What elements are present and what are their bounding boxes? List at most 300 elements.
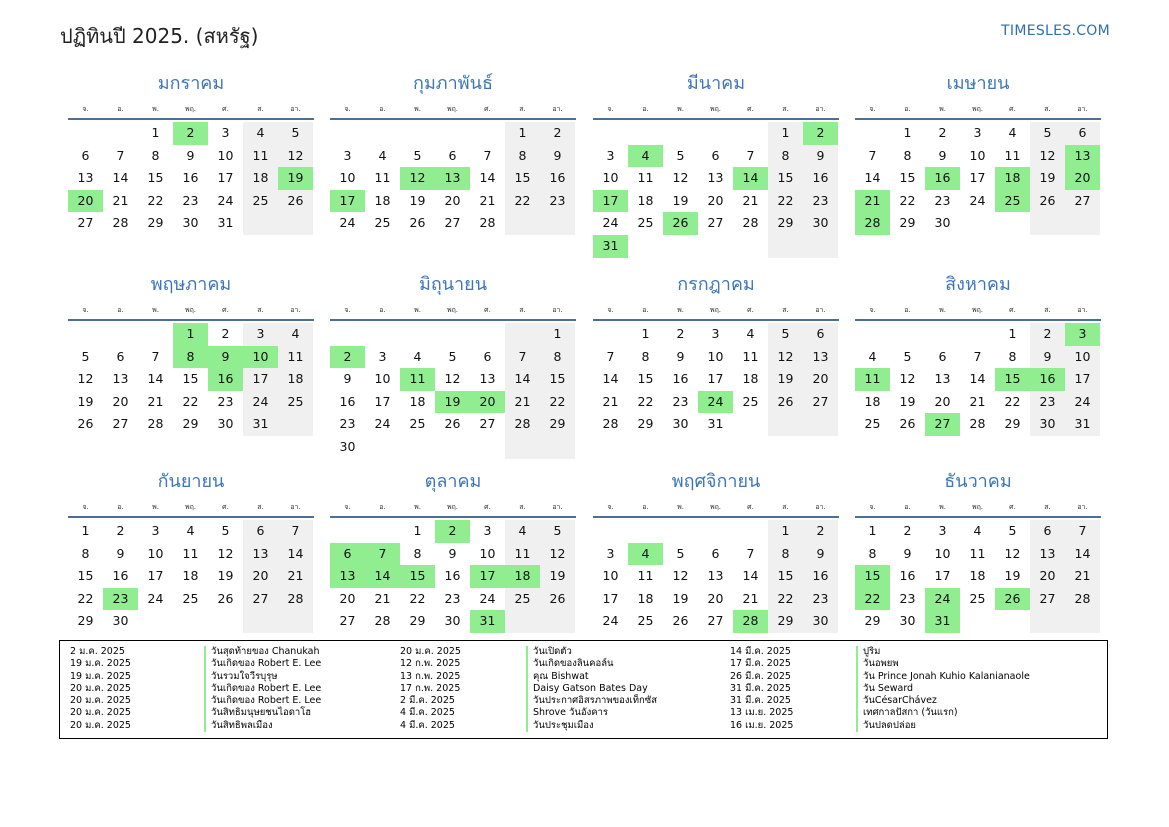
day-cell: 15 xyxy=(147,170,164,186)
weekday-label: ส. xyxy=(782,306,789,314)
legend-holiday-name: วันอพยพ xyxy=(856,658,1030,670)
holiday-day-cell: 18 xyxy=(505,565,540,588)
day-cell: 24 xyxy=(147,590,164,606)
day-cell: 26 xyxy=(444,416,461,432)
weekday-label: อ. xyxy=(904,105,911,113)
day-cell: 8 xyxy=(768,543,803,566)
day-cell: 27 xyxy=(479,416,496,432)
day-cell: 29 xyxy=(768,212,803,235)
day-cell: 12 xyxy=(217,545,234,561)
holiday-day-cell: 20 xyxy=(470,391,505,414)
day-cell: 21 xyxy=(505,391,540,414)
day-cell: 17 xyxy=(707,371,724,387)
empty-cell xyxy=(768,235,803,258)
day-cell: 6 xyxy=(711,545,720,561)
day-cell: 29 xyxy=(864,613,881,629)
holiday-day-cell: 4 xyxy=(628,543,663,566)
day-cell: 18 xyxy=(278,368,313,391)
weekday-label: จ. xyxy=(82,105,89,113)
empty-cell xyxy=(435,323,470,346)
legend-holiday-name: วันรวมใจวีรบุรุษ xyxy=(204,671,321,683)
day-cell: 6 xyxy=(938,348,947,364)
day-cell: 25 xyxy=(505,588,540,611)
day-cell: 4 xyxy=(505,520,540,543)
empty-cell xyxy=(768,413,803,436)
empty-cell xyxy=(68,323,103,346)
day-cell: 15 xyxy=(637,371,654,387)
weekday-label: ศ. xyxy=(1009,105,1016,113)
day-cell: 25 xyxy=(243,190,278,213)
empty-cell xyxy=(470,122,505,145)
day-cell: 15 xyxy=(182,371,199,387)
day-cell: 24 xyxy=(602,613,619,629)
empty-cell xyxy=(1065,610,1100,633)
day-cell: 11 xyxy=(637,568,654,584)
weekday-label: ส. xyxy=(1044,306,1051,314)
day-cell: 8 xyxy=(151,147,160,163)
day-cell: 20 xyxy=(444,192,461,208)
legend-names-col-3 xyxy=(856,646,1030,732)
empty-cell xyxy=(278,413,313,436)
legend-names-col-1 xyxy=(204,646,321,732)
day-cell: 23 xyxy=(934,192,951,208)
weekday-header xyxy=(855,299,1101,321)
day-cell: 5 xyxy=(676,147,685,163)
empty-cell xyxy=(68,122,103,145)
weekday-label: พ. xyxy=(152,306,159,314)
weekday-label: พฤ. xyxy=(184,105,197,113)
day-cell: 3 xyxy=(221,125,230,140)
day-cell: 2 xyxy=(676,326,685,341)
month-name: มีนาคม xyxy=(686,73,746,94)
weekday-label: พ. xyxy=(939,105,946,113)
day-cell: 9 xyxy=(903,545,912,561)
month-name: กันยายน xyxy=(157,471,225,492)
day-cell: 29 xyxy=(77,613,94,629)
empty-cell xyxy=(1030,212,1065,235)
legend-date: 26 มี.ค. 2025 xyxy=(730,670,791,682)
day-cell: 13 xyxy=(77,170,94,186)
day-cell: 21 xyxy=(278,565,313,588)
day-cell: 16 xyxy=(803,565,838,588)
day-cell: 22 xyxy=(505,190,540,213)
weekday-label: ศ. xyxy=(1009,503,1016,511)
day-cell: 12 xyxy=(672,568,689,584)
legend-holiday-name: วันCésarChávez xyxy=(856,695,1030,707)
legend-dates-col-3 xyxy=(730,646,793,732)
legend-date: 4 มี.ค. 2025 xyxy=(400,719,455,731)
weekday-label: ศ. xyxy=(222,105,229,113)
month-calendar xyxy=(330,468,576,633)
day-cell: 3 xyxy=(378,348,387,364)
legend-holiday-name: เทศกาลปัสกา (วันแรก) xyxy=(856,707,1030,719)
day-cell: 29 xyxy=(637,416,654,432)
weekday-label: พฤ. xyxy=(184,306,197,314)
day-cell: 23 xyxy=(1030,391,1065,414)
day-cell: 6 xyxy=(803,323,838,346)
empty-cell xyxy=(1030,610,1065,633)
weekday-label: จ. xyxy=(607,105,614,113)
empty-cell xyxy=(593,323,628,346)
day-cell: 23 xyxy=(803,190,838,213)
day-cell: 26 xyxy=(278,190,313,213)
legend-names-col-2 xyxy=(526,646,657,732)
day-cell: 3 xyxy=(973,125,982,140)
day-cell: 30 xyxy=(899,613,916,629)
weekday-label: ส. xyxy=(257,503,264,511)
holiday-day-cell: 31 xyxy=(593,235,628,258)
weekday-label: อา. xyxy=(552,306,563,314)
day-cell: 26 xyxy=(540,588,575,611)
holiday-day-cell: 13 xyxy=(1065,145,1100,168)
day-cell: 24 xyxy=(243,391,278,414)
day-cell: 27 xyxy=(339,613,356,629)
day-cell: 11 xyxy=(278,346,313,369)
weekday-label: อ. xyxy=(642,105,649,113)
day-cell: 16 xyxy=(803,167,838,190)
day-cell: 7 xyxy=(278,520,313,543)
legend-date: 31 มี.ค. 2025 xyxy=(730,695,791,707)
day-cell: 5 xyxy=(1030,122,1065,145)
day-cell: 30 xyxy=(217,416,234,432)
empty-cell xyxy=(628,122,663,145)
month-name: มกราคม xyxy=(157,73,225,94)
day-cell: 8 xyxy=(540,346,575,369)
day-cell: 9 xyxy=(540,145,575,168)
day-cell: 24 xyxy=(602,215,619,231)
weekday-label: ศ. xyxy=(747,503,754,511)
day-grid xyxy=(330,323,576,459)
legend-holiday-name: วันเกิดของลินคอล์น xyxy=(526,658,657,670)
day-cell: 7 xyxy=(746,147,755,163)
day-cell: 8 xyxy=(505,145,540,168)
empty-cell xyxy=(400,323,435,346)
legend-holiday-name: วันเกิดของ Robert E. Lee xyxy=(204,683,321,695)
day-cell: 2 xyxy=(116,523,125,538)
day-cell: 2 xyxy=(540,122,575,145)
month-calendar xyxy=(68,468,314,633)
holiday-day-cell: 2 xyxy=(173,122,208,145)
day-cell: 3 xyxy=(483,523,492,538)
month-calendar xyxy=(855,271,1101,436)
empty-cell xyxy=(138,323,173,346)
day-cell: 29 xyxy=(768,610,803,633)
day-cell: 20 xyxy=(1030,565,1065,588)
empty-cell xyxy=(593,520,628,543)
day-cell: 7 xyxy=(606,348,615,364)
day-cell: 4 xyxy=(378,147,387,163)
day-cell: 8 xyxy=(903,147,912,163)
month-calendar xyxy=(68,70,314,235)
month-name: ตุลาคม xyxy=(424,471,482,492)
empty-cell xyxy=(278,212,313,235)
day-cell: 12 xyxy=(899,371,916,387)
day-cell: 28 xyxy=(742,215,759,231)
weekday-header xyxy=(68,496,314,518)
holiday-day-cell: 11 xyxy=(400,368,435,391)
day-cell: 21 xyxy=(742,590,759,606)
day-cell: 9 xyxy=(938,147,947,163)
day-cell: 16 xyxy=(112,568,129,584)
weekday-label: อา. xyxy=(1077,105,1088,113)
day-cell: 9 xyxy=(186,147,195,163)
weekday-header xyxy=(330,98,576,120)
weekday-label: อ. xyxy=(642,503,649,511)
day-cell: 6 xyxy=(81,147,90,163)
day-cell: 22 xyxy=(768,588,803,611)
day-cell: 22 xyxy=(182,393,199,409)
day-cell: 27 xyxy=(707,215,724,231)
holiday-day-cell: 17 xyxy=(330,190,365,213)
day-cell: 30 xyxy=(1030,413,1065,436)
day-cell: 13 xyxy=(934,371,951,387)
holiday-day-cell: 27 xyxy=(925,413,960,436)
weekday-label: จ. xyxy=(344,105,351,113)
legend-date: 17 ก.พ. 2025 xyxy=(400,682,461,694)
day-cell: 4 xyxy=(278,323,313,346)
weekday-label: อา. xyxy=(552,105,563,113)
day-cell: 24 xyxy=(217,192,234,208)
brand-link[interactable]: TIMESLES.COM xyxy=(1001,23,1110,39)
day-cell: 26 xyxy=(409,215,426,231)
legend-date: 2 ม.ค. 2025 xyxy=(70,646,125,657)
day-cell: 29 xyxy=(409,613,426,629)
day-cell: 7 xyxy=(1065,520,1100,543)
day-cell: 1 xyxy=(413,523,422,538)
day-grid xyxy=(855,122,1101,235)
day-cell: 5 xyxy=(676,545,685,561)
day-cell: 12 xyxy=(1030,145,1065,168)
month-name: ธันวาคม xyxy=(944,471,1012,492)
legend-date: 19 ม.ค. 2025 xyxy=(70,670,131,682)
empty-cell xyxy=(365,122,400,145)
day-cell: 18 xyxy=(243,167,278,190)
day-cell: 13 xyxy=(707,170,724,186)
day-cell: 26 xyxy=(768,391,803,414)
day-cell: 22 xyxy=(637,393,654,409)
day-cell: 25 xyxy=(637,215,654,231)
empty-cell xyxy=(960,610,995,633)
legend-holiday-name: วันสิทธิมนุษยชนไอดาโฮ xyxy=(204,707,321,719)
legend-date: 16 เม.ย. 2025 xyxy=(730,719,794,731)
day-cell: 11 xyxy=(969,545,986,561)
day-cell: 25 xyxy=(278,391,313,414)
day-cell: 1 xyxy=(868,523,877,538)
day-cell: 10 xyxy=(339,170,356,186)
holiday-day-cell: 17 xyxy=(470,565,505,588)
empty-cell xyxy=(960,323,995,346)
weekday-label: จ. xyxy=(82,306,89,314)
weekday-label: จ. xyxy=(344,306,351,314)
holiday-day-cell: 15 xyxy=(400,565,435,588)
legend-holiday-name: Daisy Gatson Bates Day xyxy=(526,683,657,695)
month-calendar xyxy=(68,271,314,436)
holiday-day-cell: 8 xyxy=(173,346,208,369)
day-cell: 25 xyxy=(864,416,881,432)
weekday-header xyxy=(68,98,314,120)
legend-holiday-name: วัน Prince Jonah Kuhio Kalanianaole xyxy=(856,671,1030,683)
day-cell: 8 xyxy=(768,145,803,168)
day-cell: 19 xyxy=(899,393,916,409)
day-cell: 15 xyxy=(768,167,803,190)
day-cell: 10 xyxy=(479,545,496,561)
day-cell: 27 xyxy=(707,613,724,629)
day-cell: 10 xyxy=(217,147,234,163)
day-cell: 23 xyxy=(339,416,356,432)
empty-cell xyxy=(855,122,890,145)
day-cell: 26 xyxy=(899,416,916,432)
day-cell: 11 xyxy=(182,545,199,561)
weekday-label: พ. xyxy=(414,306,421,314)
holiday-day-cell: 10 xyxy=(243,346,278,369)
day-cell: 4 xyxy=(243,122,278,145)
holiday-day-cell: 13 xyxy=(330,565,365,588)
empty-cell xyxy=(278,610,313,633)
holiday-day-cell: 21 xyxy=(855,190,890,213)
day-cell: 8 xyxy=(413,545,422,561)
day-cell: 21 xyxy=(479,192,496,208)
empty-cell xyxy=(733,520,768,543)
day-cell: 9 xyxy=(116,545,125,561)
day-cell: 5 xyxy=(448,348,457,364)
empty-cell xyxy=(540,610,575,633)
day-cell: 30 xyxy=(339,438,356,454)
month-calendar xyxy=(330,271,576,459)
legend-holiday-name: วันประกาศอิสรภาพของเท็กซัส xyxy=(526,695,657,707)
weekday-label: อา. xyxy=(290,503,301,511)
day-cell: 1 xyxy=(151,125,160,140)
day-cell: 16 xyxy=(182,170,199,186)
weekday-label: ศ. xyxy=(222,306,229,314)
day-cell: 9 xyxy=(343,371,352,387)
holiday-day-cell: 23 xyxy=(103,588,138,611)
empty-cell xyxy=(698,235,733,258)
day-cell: 2 xyxy=(803,520,838,543)
empty-cell xyxy=(138,610,173,633)
day-cell: 10 xyxy=(707,348,724,364)
holiday-day-cell: 24 xyxy=(925,588,960,611)
empty-cell xyxy=(540,436,575,459)
day-cell: 17 xyxy=(1065,368,1100,391)
day-cell: 14 xyxy=(278,543,313,566)
day-cell: 23 xyxy=(803,588,838,611)
weekday-label: พฤ. xyxy=(184,503,197,511)
holiday-day-cell: 9 xyxy=(208,346,243,369)
day-cell: 24 xyxy=(479,590,496,606)
weekday-label: พ. xyxy=(677,503,684,511)
legend-holiday-name: วันเปิดตัว xyxy=(526,646,657,658)
day-cell: 31 xyxy=(707,416,724,432)
weekday-label: อา. xyxy=(552,503,563,511)
day-cell: 19 xyxy=(672,192,689,208)
day-cell: 21 xyxy=(969,393,986,409)
weekday-label: พฤ. xyxy=(709,306,722,314)
day-cell: 30 xyxy=(803,212,838,235)
day-cell: 20 xyxy=(707,192,724,208)
day-cell: 30 xyxy=(182,215,199,231)
month-calendar xyxy=(593,70,839,258)
day-cell: 5 xyxy=(278,122,313,145)
day-cell: 7 xyxy=(116,147,125,163)
weekday-label: อา. xyxy=(290,105,301,113)
day-cell: 5 xyxy=(81,348,90,364)
day-grid xyxy=(593,520,839,633)
day-cell: 19 xyxy=(409,192,426,208)
empty-cell xyxy=(505,610,540,633)
day-cell: 14 xyxy=(147,371,164,387)
weekday-label: ศ. xyxy=(1009,306,1016,314)
day-cell: 14 xyxy=(112,170,129,186)
legend-holiday-name: วันสุดท้ายของ Chanukah xyxy=(204,646,321,658)
legend-date: 20 ม.ค. 2025 xyxy=(70,695,131,707)
legend-date: 13 เม.ย. 2025 xyxy=(730,707,794,719)
day-cell: 21 xyxy=(147,393,164,409)
day-cell: 3 xyxy=(606,545,615,561)
weekday-label: จ. xyxy=(869,503,876,511)
empty-cell xyxy=(505,323,540,346)
day-cell: 18 xyxy=(637,590,654,606)
legend-dates-col-1 xyxy=(70,646,131,732)
empty-cell xyxy=(663,520,698,543)
day-cell: 22 xyxy=(540,391,575,414)
day-cell: 27 xyxy=(803,391,838,414)
day-grid xyxy=(855,520,1101,633)
day-cell: 18 xyxy=(374,192,391,208)
day-cell: 13 xyxy=(112,371,129,387)
holiday-day-cell: 15 xyxy=(855,565,890,588)
legend-holiday-name: วันเกิดของ Robert E. Lee xyxy=(204,658,321,670)
empty-cell xyxy=(803,413,838,436)
day-cell: 17 xyxy=(374,393,391,409)
day-cell: 3 xyxy=(343,147,352,163)
day-cell: 14 xyxy=(1065,543,1100,566)
day-cell: 7 xyxy=(868,147,877,163)
day-cell: 28 xyxy=(479,215,496,231)
day-cell: 31 xyxy=(243,413,278,436)
day-cell: 4 xyxy=(746,326,755,341)
day-cell: 20 xyxy=(339,590,356,606)
empty-cell xyxy=(855,323,890,346)
day-grid xyxy=(330,122,576,235)
day-cell: 20 xyxy=(243,565,278,588)
day-cell: 17 xyxy=(217,170,234,186)
day-cell: 7 xyxy=(151,348,160,364)
day-cell: 17 xyxy=(147,568,164,584)
weekday-label: พ. xyxy=(939,306,946,314)
day-cell: 10 xyxy=(934,545,951,561)
holiday-day-cell: 2 xyxy=(330,346,365,369)
day-cell: 29 xyxy=(1004,416,1021,432)
day-cell: 14 xyxy=(969,371,986,387)
weekday-label: พ. xyxy=(414,503,421,511)
holiday-day-cell: 7 xyxy=(365,543,400,566)
day-cell: 7 xyxy=(746,545,755,561)
empty-cell xyxy=(103,323,138,346)
weekday-label: พฤ. xyxy=(446,306,459,314)
day-cell: 10 xyxy=(969,147,986,163)
day-cell: 9 xyxy=(448,545,457,561)
day-cell: 25 xyxy=(637,613,654,629)
day-cell: 24 xyxy=(374,416,391,432)
day-cell: 12 xyxy=(540,543,575,566)
day-cell: 1 xyxy=(81,523,90,538)
day-cell: 17 xyxy=(602,590,619,606)
empty-cell xyxy=(173,610,208,633)
page-title: ปฏิทินปี 2025. (สหรัฐ) xyxy=(60,24,259,48)
weekday-label: ส. xyxy=(1044,503,1051,511)
day-cell: 3 xyxy=(243,323,278,346)
day-cell: 28 xyxy=(602,416,619,432)
